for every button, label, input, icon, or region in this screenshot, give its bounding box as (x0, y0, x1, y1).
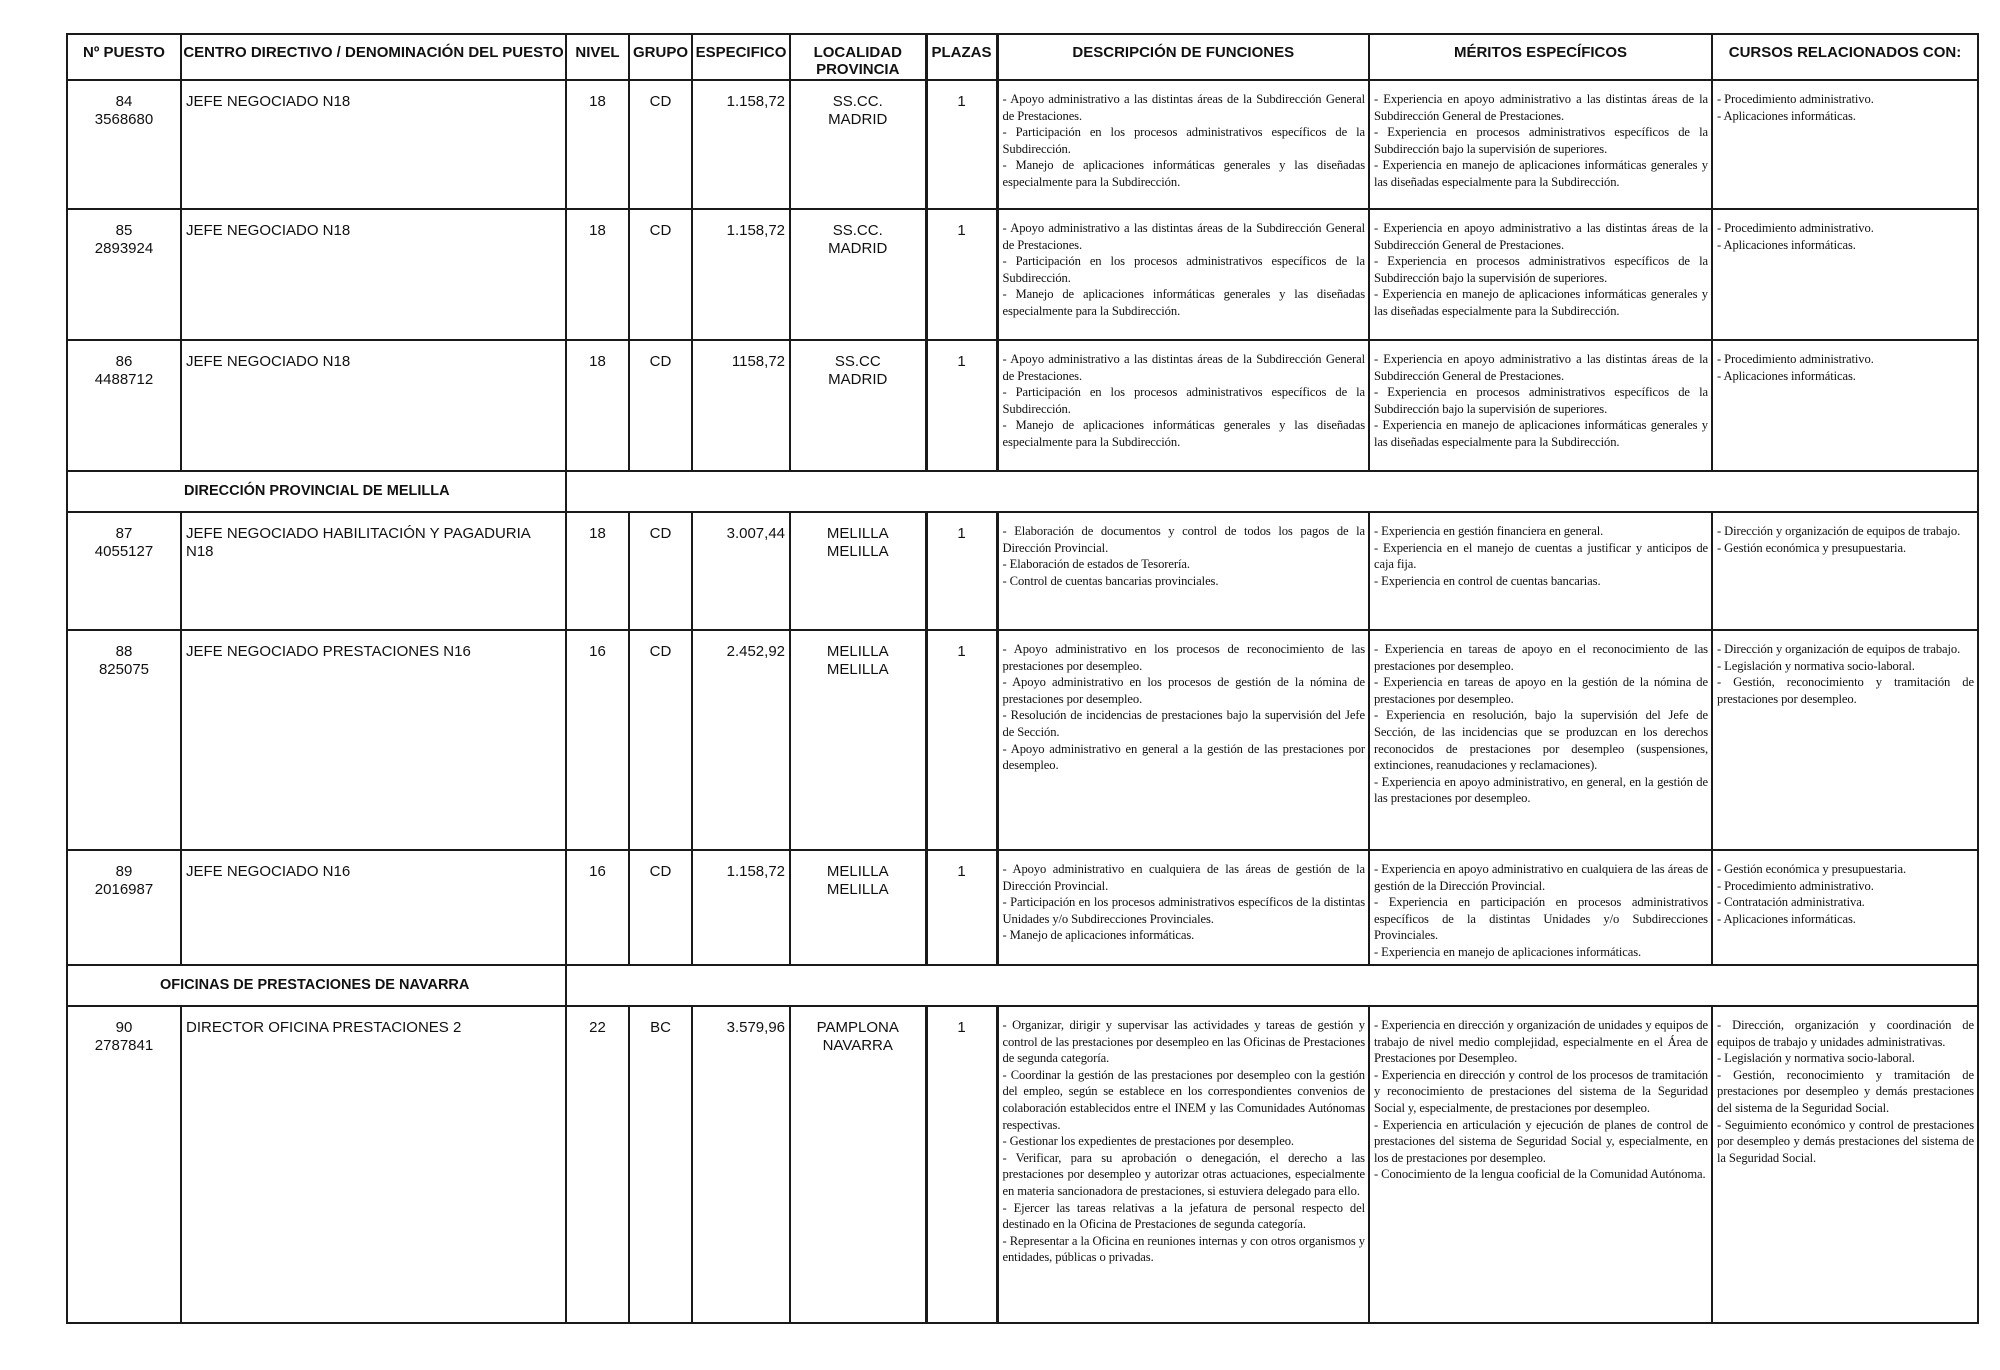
cursos-cell (1712, 209, 1978, 340)
curso-item: - Contratación administrativa. (1717, 895, 1865, 910)
merito-item: - Experiencia en procesos administrativos específicos de la Subdirección bajo la supervisión de superiores. (1374, 385, 1708, 416)
section-title: OFICINAS DE PRESTACIONES DE NAVARRA (67, 965, 566, 1006)
grupo-cell: CD (629, 630, 692, 850)
funcion-item: - Participación en los procesos administrativos específicos de la Subdirección. (1002, 385, 1365, 416)
funcion-item: - Representar a la Oficina en reuniones internas y con otros organismos y entidades, públicas o privadas. (1002, 1233, 1365, 1265)
especifico-cell: 1.158,72 (692, 209, 790, 340)
cursos-cell (1712, 512, 1978, 630)
table-row (67, 512, 1978, 630)
grupo-cell: CD (629, 850, 692, 965)
cursos-cell (1712, 340, 1978, 471)
plazas-cell: 1 (926, 1006, 997, 1323)
puesto-number: 85 (115, 222, 133, 239)
funcion-item: - Participación en los procesos administrativos específicos de la Subdirección. (1002, 125, 1365, 156)
header-nivel: NIVEL (566, 34, 629, 80)
grupo-cell: CD (629, 80, 692, 209)
localidad-value: MELILLA (826, 525, 889, 542)
funciones-cell (997, 1006, 1369, 1323)
header-grupo: GRUPO (629, 34, 692, 80)
funciones-cell (997, 209, 1369, 340)
localidad-value: SS.CC. (832, 222, 883, 239)
curso-item: - Seguimiento económico y control de prestaciones por desempleo y demás prestaciones del sistema de la Seguridad Social. (1717, 1117, 1974, 1165)
funcion-item: - Apoyo administrativo en cualquiera de las áreas de gestión de la Dirección Provincial. (1002, 862, 1365, 893)
merito-item: - Experiencia en apoyo administrativo a las distintas áreas de la Subdirección General de Prestaciones. (1374, 221, 1708, 252)
puesto-cell (67, 80, 181, 209)
funcion-item: - Gestionar los expedientes de prestaciones por desempleo. (1002, 1134, 1294, 1149)
merito-item: - Experiencia en articulación y ejecución de planes de control de prestaciones del sistema de Seguridad Social y, especialmente, en los de prestaciones por desempleo. (1374, 1117, 1708, 1165)
curso-item: - Aplicaciones informáticas. (1717, 911, 1856, 926)
header-funciones: DESCRIPCIÓN DE FUNCIONES (997, 34, 1369, 80)
merito-item: - Experiencia en procesos administrativos específicos de la Subdirección bajo la supervisión de superiores. (1374, 125, 1708, 156)
merito-item: - Experiencia en apoyo administrativo a las distintas áreas de la Subdirección General de Prestaciones. (1374, 352, 1708, 383)
puesto-code: 825075 (98, 661, 150, 678)
localidad-cell (790, 80, 926, 209)
header-especifico: ESPECIFICO (692, 34, 790, 80)
puesto-code: 2016987 (94, 881, 154, 898)
provincia-value: MADRID (828, 111, 888, 128)
table-row (67, 1006, 1978, 1323)
meritos-cell (1369, 340, 1712, 471)
grupo-cell: CD (629, 512, 692, 630)
plazas-cell: 1 (926, 512, 997, 630)
especifico-cell: 3.007,44 (692, 512, 790, 630)
localidad-cell (790, 209, 926, 340)
meritos-cell (1369, 630, 1712, 850)
denominacion-cell: JEFE NEGOCIADO PRESTACIONES N16 (181, 630, 566, 850)
merito-item: - Conocimiento de la lengua cooficial de la Comunidad Autónoma. (1374, 1167, 1706, 1182)
table-row (67, 80, 1978, 209)
especifico-cell: 2.452,92 (692, 630, 790, 850)
puesto-number: 87 (115, 525, 133, 542)
puesto-cell (67, 340, 181, 471)
provincia-value: MELILLA (826, 543, 889, 560)
merito-item: - Experiencia en apoyo administrativo a las distintas áreas de la Subdirección General de Prestaciones. (1374, 92, 1708, 123)
merito-item: - Experiencia en gestión financiera en general. (1374, 524, 1604, 538)
funciones-cell (997, 630, 1369, 850)
meritos-cell (1369, 512, 1712, 630)
funcion-item: - Apoyo administrativo a las distintas áreas de la Subdirección General de Prestaciones. (1002, 92, 1365, 123)
provincia-value: MELILLA (826, 661, 889, 678)
especifico-cell: 1158,72 (692, 340, 790, 471)
plazas-cell: 1 (926, 80, 997, 209)
localidad-value: MELILLA (826, 863, 889, 880)
curso-item: - Dirección, organización y coordinación de equipos de trabajo y unidades administrativas. (1717, 1018, 1974, 1049)
funcion-item: - Manejo de aplicaciones informáticas. (1002, 928, 1195, 943)
funcion-item: - Apoyo administrativo a las distintas áreas de la Subdirección General de Prestaciones. (1002, 221, 1365, 252)
header-provincia-line: PROVINCIA (816, 61, 900, 78)
table-body (67, 80, 1978, 1323)
funcion-item: - Apoyo administrativo en los procesos de gestión de la nómina de prestaciones por desempleo. (1002, 675, 1365, 706)
section-spacer (566, 965, 1978, 1006)
puesto-number: 90 (115, 1019, 133, 1036)
nivel-cell: 18 (566, 80, 629, 209)
provincia-value: NAVARRA (822, 1037, 893, 1054)
localidad-value: MELILLA (826, 643, 889, 660)
especifico-cell: 3.579,96 (692, 1006, 790, 1323)
puesto-number: 86 (115, 353, 133, 370)
nivel-cell: 22 (566, 1006, 629, 1323)
curso-item: - Dirección y organización de equipos de trabajo. (1717, 524, 1961, 538)
funcion-item: - Apoyo administrativo en los procesos de reconocimiento de las prestaciones por desempleo. (1002, 642, 1365, 673)
puesto-code: 4055127 (94, 543, 154, 560)
funciones-cell (997, 850, 1369, 965)
table-row (67, 850, 1978, 965)
merito-item: - Experiencia en el manejo de cuentas a justificar y anticipos de caja fija. (1374, 540, 1708, 572)
localidad-cell (790, 850, 926, 965)
curso-item: - Aplicaciones informáticas. (1717, 237, 1856, 252)
curso-item: - Gestión económica y presupuestaria. (1717, 862, 1906, 876)
puesto-cell (67, 209, 181, 340)
section-title: DIRECCIÓN PROVINCIAL DE MELILLA (67, 471, 566, 512)
meritos-cell (1369, 209, 1712, 340)
header-row (67, 34, 1978, 80)
localidad-cell (790, 630, 926, 850)
denominacion-cell: JEFE NEGOCIADO N18 (181, 340, 566, 471)
provincia-value: MELILLA (826, 881, 889, 898)
meritos-cell (1369, 80, 1712, 209)
meritos-cell (1369, 850, 1712, 965)
denominacion-cell: JEFE NEGOCIADO N16 (181, 850, 566, 965)
merito-item: - Experiencia en manejo de aplicaciones informáticas generales y las diseñadas especialmente para la Subdirección. (1374, 287, 1708, 318)
curso-item: - Aplicaciones informáticas. (1717, 108, 1856, 123)
funcion-item: - Coordinar la gestión de las prestaciones por desempleo con la gestión del empleo, según se establece en los correspondientes convenios de colaboración establecidos entre el INEM y las Comunidades Autónomas respectivas. (1002, 1067, 1365, 1132)
puesto-number: 84 (115, 93, 133, 110)
plazas-cell: 1 (926, 850, 997, 965)
puesto-code: 4488712 (94, 371, 154, 388)
denominacion-cell: JEFE NEGOCIADO N18 (181, 209, 566, 340)
curso-item: - Procedimiento administrativo. (1717, 221, 1874, 235)
puesto-number: 88 (115, 643, 133, 660)
puesto-cell (67, 1006, 181, 1323)
puesto-cell (67, 630, 181, 850)
funciones-cell (997, 340, 1369, 471)
puesto-number: 89 (115, 863, 133, 880)
header-cursos: CURSOS RELACIONADOS CON: (1712, 34, 1978, 80)
curso-item: - Procedimiento administrativo. (1717, 92, 1874, 106)
nivel-cell: 18 (566, 340, 629, 471)
localidad-cell (790, 512, 926, 630)
localidad-cell (790, 340, 926, 471)
funcion-item: - Ejercer las tareas relativas a la jefatura de personal respecto del destinado en la Oficina de Prestaciones de segunda categoría. (1002, 1200, 1365, 1232)
curso-item: - Gestión, reconocimiento y tramitación de prestaciones por desempleo. (1717, 675, 1974, 706)
grupo-cell: CD (629, 209, 692, 340)
curso-item: - Gestión, reconocimiento y tramitación de prestaciones por desempleo y demás prestaciones del sistema de la Seguridad Social. (1717, 1067, 1974, 1115)
merito-item: - Experiencia en apoyo administrativo, en general, en la gestión de las prestaciones por desempleo. (1374, 774, 1708, 806)
merito-item: - Experiencia en tareas de apoyo en la gestión de la nómina de prestaciones por desempleo. (1374, 675, 1708, 706)
funcion-item: - Elaboración de estados de Tesorería. (1002, 557, 1190, 572)
plazas-cell: 1 (926, 209, 997, 340)
merito-item: - Experiencia en dirección y control de los procesos de tramitación y reconocimiento de prestaciones del sistema de la Seguridad Social y, especialmente, de prestaciones por desempleo. (1374, 1067, 1708, 1115)
funcion-item: - Manejo de aplicaciones informáticas generales y las diseñadas especialmente para la Subdirección. (1002, 287, 1365, 318)
funcion-item: - Verificar, para su aprobación o denegación, el derecho a las prestaciones por desempleo y autorizar otras actuaciones, especialmente en materia sancionadora de prestaciones, si estuviera delegado para ello. (1002, 1150, 1365, 1198)
cursos-cell (1712, 80, 1978, 209)
meritos-cell (1369, 1006, 1712, 1323)
merito-item: - Experiencia en dirección y organización de unidades y equipos de trabajo de nivel medio complejidad, especialmente en el Área de Prestaciones por Desempleo. (1374, 1018, 1708, 1066)
localidad-cell (790, 1006, 926, 1323)
plazas-cell: 1 (926, 340, 997, 471)
puesto-code: 2893924 (94, 240, 154, 257)
curso-item: - Procedimiento administrativo. (1717, 878, 1874, 893)
curso-item: - Legislación y normativa socio-laboral. (1717, 658, 1915, 673)
header-meritos: MÉRITOS ESPECÍFICOS (1369, 34, 1712, 80)
curso-item: - Legislación y normativa socio-laboral. (1717, 1051, 1915, 1066)
section-row (67, 965, 1978, 1006)
header-localidad-line: LOCALIDAD (813, 44, 902, 61)
curso-item: - Procedimiento administrativo. (1717, 352, 1874, 366)
funcion-item: - Participación en los procesos administrativos específicos de la distintas Unidades y/o Subdirecciones Provinciales. (1002, 895, 1365, 926)
puesto-cell (67, 850, 181, 965)
merito-item: - Experiencia en procesos administrativos específicos de la Subdirección bajo la supervisión de superiores. (1374, 254, 1708, 285)
funcion-item: - Apoyo administrativo a las distintas áreas de la Subdirección General de Prestaciones. (1002, 352, 1365, 383)
especifico-cell: 1.158,72 (692, 80, 790, 209)
nivel-cell: 18 (566, 512, 629, 630)
funcion-item: - Control de cuentas bancarias provinciales. (1002, 573, 1219, 588)
denominacion-cell: JEFE NEGOCIADO HABILITACIÓN Y PAGADURIA N18 (181, 512, 566, 630)
funcion-item: - Organizar, dirigir y supervisar las actividades y tareas de gestión y control de las prestaciones por desempleo en las Oficinas de Prestaciones de segunda categoría. (1002, 1018, 1365, 1066)
denominacion-cell: JEFE NEGOCIADO N18 (181, 80, 566, 209)
cursos-cell (1712, 630, 1978, 850)
header-puesto: Nº PUESTO (67, 34, 181, 80)
provincia-value: MADRID (828, 240, 888, 257)
localidad-value: SS.CC. (832, 93, 883, 110)
funciones-cell (997, 512, 1369, 630)
cursos-cell (1712, 850, 1978, 965)
nivel-cell: 16 (566, 630, 629, 850)
localidad-value: SS.CC (834, 353, 881, 370)
table-row (67, 209, 1978, 340)
denominacion-cell: DIRECTOR OFICINA PRESTACIONES 2 (181, 1006, 566, 1323)
table-row (67, 630, 1978, 850)
nivel-cell: 16 (566, 850, 629, 965)
table-row (67, 340, 1978, 471)
puesto-cell (67, 512, 181, 630)
merito-item: - Experiencia en tareas de apoyo en el reconocimiento de las prestaciones por desempleo. (1374, 642, 1708, 673)
merito-item: - Experiencia en participación en procesos administrativos específicos de la distintas Unidades y/o Subdirecciones Provinciales. (1374, 895, 1708, 943)
funciones-cell (997, 80, 1369, 209)
cursos-cell (1712, 1006, 1978, 1323)
grupo-cell: BC (629, 1006, 692, 1323)
merito-item: - Experiencia en manejo de aplicaciones informáticas generales y las diseñadas especialmente para la Subdirección. (1374, 418, 1708, 449)
funcion-item: - Manejo de aplicaciones informáticas generales y las diseñadas especialmente para la Subdirección. (1002, 418, 1365, 449)
funcion-item: - Participación en los procesos administrativos específicos de la Subdirección. (1002, 254, 1365, 285)
nivel-cell: 18 (566, 209, 629, 340)
merito-item: - Experiencia en apoyo administrativo en cualquiera de las áreas de gestión de la Dirección Provincial. (1374, 862, 1708, 893)
puesto-code: 2787841 (94, 1037, 154, 1054)
localidad-value: PAMPLONA (816, 1019, 899, 1036)
grupo-cell: CD (629, 340, 692, 471)
merito-item: - Experiencia en resolución, bajo la supervisión del Jefe de Sección, de las incidencias que se produzcan en los derechos reconocidos de prestaciones por desempleo (suspensiones, extinciones, reanudaciones y reclamaciones). (1374, 708, 1708, 773)
merito-item: - Experiencia en manejo de aplicaciones informáticas generales y las diseñadas especialmente para la Subdirección. (1374, 158, 1708, 189)
funcion-item: - Resolución de incidencias de prestaciones bajo la supervisión del Jefe de Sección. (1002, 708, 1365, 739)
especifico-cell: 1.158,72 (692, 850, 790, 965)
funcion-item: - Manejo de aplicaciones informáticas generales y las diseñadas especialmente para la Subdirección. (1002, 158, 1365, 189)
puesto-code: 3568680 (94, 111, 154, 128)
header-plazas: PLAZAS (926, 34, 997, 80)
header-centro: CENTRO DIRECTIVO / DENOMINACIÓN DEL PUESTO (181, 34, 566, 80)
job-positions-table (66, 33, 1979, 1324)
merito-item: - Experiencia en control de cuentas bancarias. (1374, 573, 1601, 588)
section-row (67, 471, 1978, 512)
section-spacer (566, 471, 1978, 512)
header-localidad (790, 34, 926, 80)
funcion-item: - Apoyo administrativo en general a la gestión de las prestaciones por desempleo. (1002, 741, 1365, 773)
curso-item: - Gestión económica y presupuestaria. (1717, 540, 1906, 555)
funcion-item: - Elaboración de documentos y control de todos los pagos de la Dirección Provincial. (1002, 524, 1365, 555)
plazas-cell: 1 (926, 630, 997, 850)
curso-item: - Aplicaciones informáticas. (1717, 368, 1856, 383)
merito-item: - Experiencia en manejo de aplicaciones informáticas. (1374, 944, 1642, 959)
provincia-value: MADRID (828, 371, 888, 388)
curso-item: - Dirección y organización de equipos de trabajo. (1717, 642, 1961, 656)
